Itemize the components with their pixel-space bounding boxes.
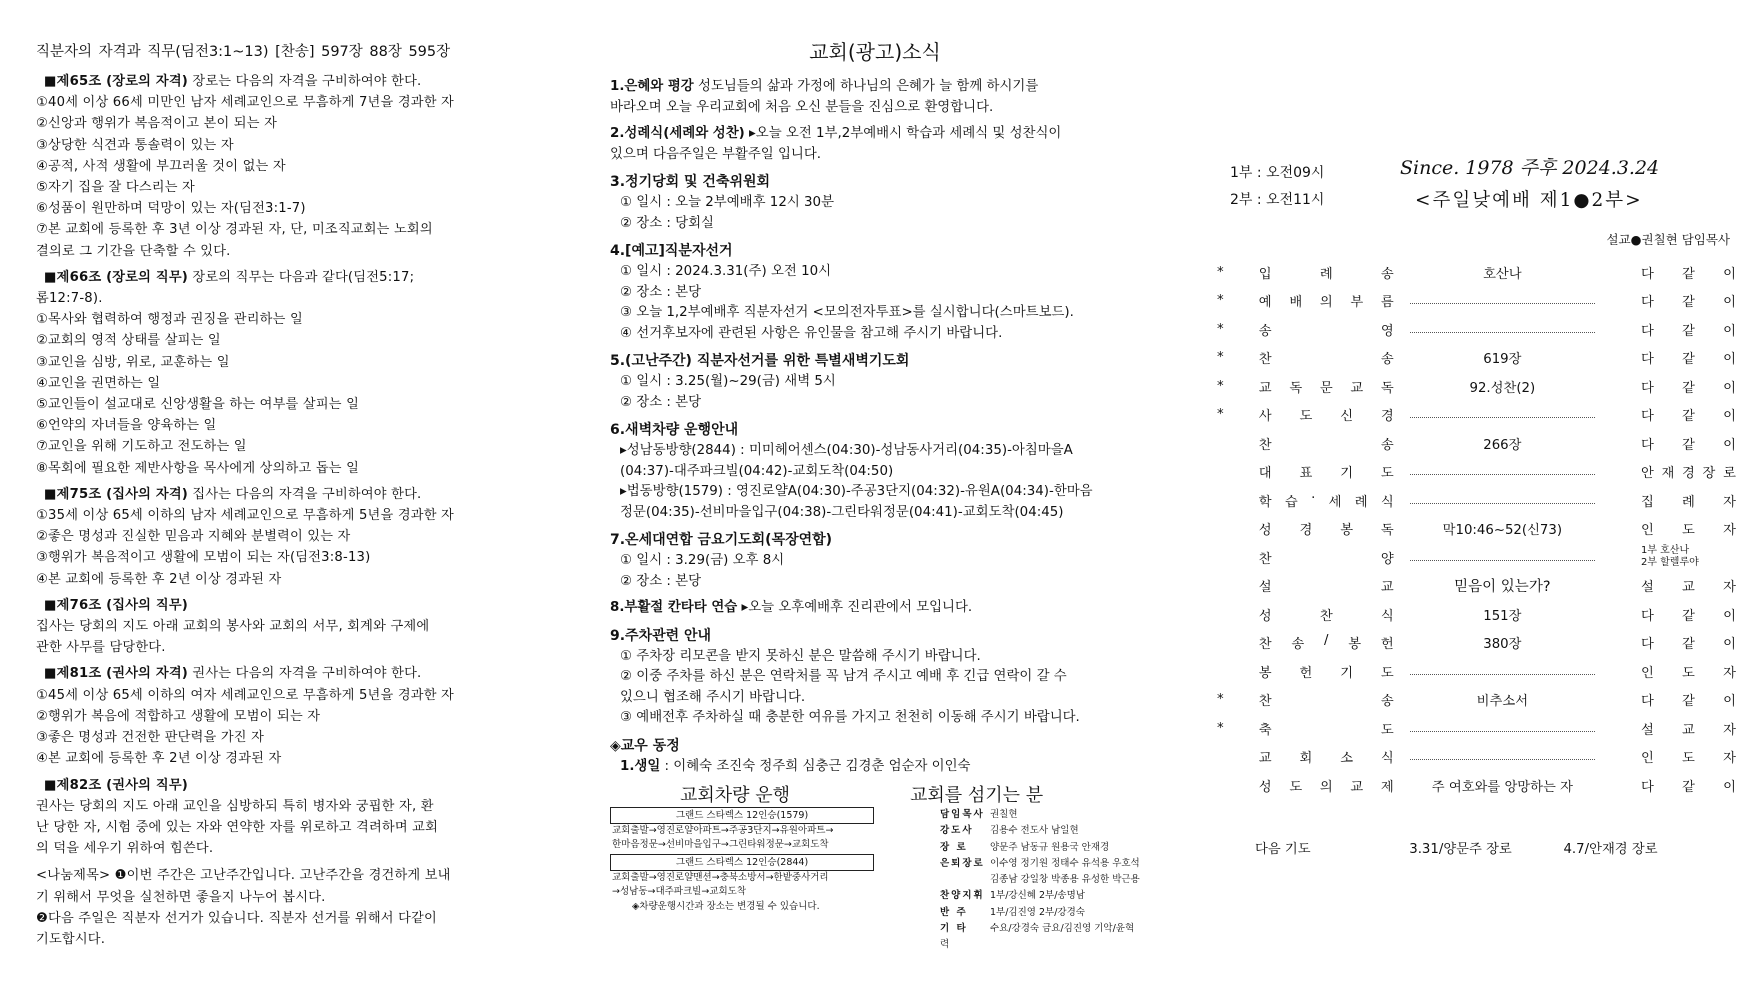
order-row — [1205, 287, 1740, 316]
order-row — [1205, 429, 1740, 458]
notice-line — [610, 393, 1140, 414]
article-section — [36, 267, 571, 479]
standing-mark: * — [1217, 720, 1224, 736]
order-row — [1205, 315, 1740, 344]
order-row — [1205, 258, 1740, 287]
standing-mark — [1205, 572, 1259, 601]
standing-mark: * — [1217, 378, 1224, 394]
notice-title: 3.정기당회 및 건축위원회 — [610, 174, 771, 190]
order-detail — [1394, 401, 1601, 430]
notice-line — [610, 193, 1140, 214]
order-row — [1205, 657, 1740, 686]
staff-row — [940, 856, 1140, 872]
article-line: ①45세 이상 65세 이하의 여자 세례교인으로 무흠하게 5년을 경과한 자 — [36, 687, 454, 703]
order-row — [1205, 344, 1740, 373]
notice-text: ② 이중 주차를 하신 분은 연락처를 꼭 남겨 주시고 예배 후 긴급 연락이 갈 수 — [620, 669, 1067, 684]
notice-text: 정문(04:35)-선비마을입구(04:38)-그린타워정문(04:41)-교회도착(04:45) — [620, 504, 1064, 520]
notice-text: ③ 예배전후 주차하실 때 충분한 여유를 가지고 천천히 이동해 주시기 바랍니다. — [620, 710, 1080, 725]
staff-row — [940, 872, 1140, 888]
order-detail-text: 266장 — [1483, 437, 1522, 453]
article-heading — [36, 775, 571, 796]
order-leader: 다 같 이 — [1640, 323, 1736, 339]
notice-title: 4.[예고]직분자선거 — [610, 243, 733, 259]
article-line: ②교회의 영적 상태를 살피는 일 — [36, 333, 221, 349]
notice-line — [610, 572, 1140, 593]
notice-line — [610, 647, 1140, 668]
order-detail — [1394, 657, 1601, 686]
sharing-line: <나눔제목> ❶이번 주간은 고난주간입니다. 고난주간을 경건하게 보내 — [36, 868, 451, 884]
order-leader: 다 같 이 — [1640, 637, 1736, 653]
notice-text: ▸오늘 오후예배후 진리관에서 모입니다. — [737, 600, 973, 615]
order-detail-text: 380장 — [1483, 637, 1522, 653]
staff-row — [940, 888, 1140, 904]
notice-text: ③ 오늘 1,2부예배후 직분자선거 <모의전자투표>를 실시합니다(스마트보드). — [620, 305, 1074, 320]
notice-text: 성도님들의 삶과 가정에 하나님의 은혜가 늘 함께 하시기를 — [693, 79, 1039, 94]
dotted-leader — [1410, 553, 1595, 561]
order-leader: 다 같 이 — [1640, 608, 1736, 624]
staff-row — [940, 840, 1140, 856]
dotted-leader — [1410, 296, 1595, 304]
bus2-route-1: 교회출발→영진로얄맨션→충북소방서→한밭중사거리 — [612, 872, 829, 883]
article-line: 결의로 그 기간을 단축할 수 있다. — [36, 243, 231, 259]
order-detail-text: 믿음이 있는가? — [1454, 579, 1551, 596]
service-times — [1230, 160, 1324, 214]
article-line: ①35세 이상 65세 이하의 남자 세례교인으로 무흠하게 5년을 경과한 자 — [36, 508, 454, 524]
bus1-route-2: 한마음정문→선비마을입구→그린타워정문→교회도착 — [612, 839, 829, 850]
bus2-route-2: →성남동→대주파크빌→교회도착 — [612, 886, 747, 897]
notice-text: ② 장소 : 본당 — [620, 573, 702, 589]
preacher: 설교●권칠현 담임목사 — [1606, 232, 1730, 247]
article-section — [36, 663, 571, 769]
notice-line — [610, 708, 1140, 729]
notice-title: 6.새벽차량 운행안내 — [610, 422, 739, 438]
since-date: Since. 1978 주후 2024.3.24 — [1400, 157, 1660, 179]
serve-title: 교회를 섬기는 분 — [910, 785, 1044, 806]
standing-mark: * — [1217, 293, 1224, 309]
order-row — [1205, 771, 1740, 800]
order-leader: 인 도 자 — [1640, 751, 1736, 767]
article-line: ④공적, 사적 생활에 부끄러울 것이 없는 자 — [36, 158, 286, 174]
article-line: ②좋은 명성과 진실한 믿음과 지혜와 분별력이 있는 자 — [36, 529, 351, 545]
order-name: 학 습 · 세 례 식 — [1258, 490, 1394, 510]
article-section — [36, 775, 571, 860]
notice-line — [610, 667, 1140, 688]
order-detail — [1394, 372, 1601, 401]
article-title: ■제81조 (권사의 자격) — [44, 666, 189, 682]
order-leader: 설 교 자 — [1640, 722, 1736, 738]
time-2: 2부 : 오전11시 — [1230, 192, 1325, 208]
article-line: ⑥언약의 자녀들을 양육하는 일 — [36, 418, 217, 434]
order-detail-text: 주 여호와를 앙망하는 자 — [1431, 779, 1573, 795]
dotted-leader — [1410, 752, 1595, 760]
order-leader: 다 같 이 — [1640, 779, 1736, 795]
article-title: ■제65조 (장로의 자격) — [44, 74, 189, 89]
order-name: 입 례 송 — [1258, 266, 1394, 282]
vehicle-title: 교회차량 운행 — [680, 785, 791, 806]
order-detail — [1394, 287, 1601, 316]
notice-line — [610, 503, 1140, 524]
standing-mark — [1205, 657, 1259, 686]
standing-mark — [1205, 429, 1259, 458]
staff-row — [940, 807, 1140, 823]
order-detail-text: 92.성찬(2) — [1469, 380, 1536, 396]
order-row — [1205, 372, 1740, 401]
staff-names: 수요/강경숙 금요/김진영 기악/윤혁력 — [940, 923, 1135, 951]
article-title: ■제76조 (집사의 직무) — [44, 597, 189, 613]
order-detail — [1394, 714, 1601, 743]
order-detail — [1394, 572, 1601, 601]
order-detail — [1394, 486, 1601, 515]
dotted-leader — [1410, 667, 1595, 675]
article-heading — [36, 595, 571, 616]
notice-text: ① 일시 : 3.29(금) 오후 8시 — [620, 553, 785, 568]
notice-text: ▸오늘 오전 1부,2부예배시 학습과 세례식 및 성찬식이 — [744, 126, 1062, 141]
order-leader: 인 도 자 — [1640, 523, 1736, 539]
order-row — [1205, 458, 1740, 487]
article-line: ⑥성품이 원만하며 덕망이 있는 자(딤전3:1-7) — [36, 201, 306, 217]
left-sections — [36, 71, 571, 859]
article-line: ③상당한 식견과 통솔력이 있는 자 — [36, 137, 234, 153]
order-row — [1205, 543, 1740, 572]
notice-line — [610, 441, 1140, 462]
article-line: 집사는 당회의 지도 아래 교회의 봉사와 교회의 서무, 회계와 구제에 — [36, 619, 430, 635]
order-name: 예 배 의 부 름 — [1258, 295, 1394, 311]
notice-line — [610, 757, 1140, 778]
order-name: 교 독 문 교 독 — [1258, 380, 1394, 396]
bus2-box: 그랜드 스타렉스 12인승(2844) — [610, 854, 874, 871]
standing-mark — [1205, 771, 1259, 800]
notice-text: ① 일시 : 2024.3.31(주) 오전 10시 — [620, 264, 832, 279]
article-line: 롬12:7-8). — [36, 291, 103, 307]
bus1-box: 그랜드 스타렉스 12인승(1579) — [610, 807, 874, 824]
next-label: 다음 기도 — [1255, 842, 1311, 857]
article-line: ④본 교회에 등록한 후 2년 이상 경과된 자 — [36, 751, 282, 767]
dotted-leader — [1410, 467, 1595, 475]
article-section — [36, 595, 571, 659]
notice-text: 있으며 다음주일은 부활주일 입니다. — [610, 146, 822, 162]
article-line: ①40세 이상 66세 미만인 남자 세례교인으로 무흠하게 7년을 경과한 자 — [36, 95, 454, 111]
order-row — [1205, 401, 1740, 430]
order-name: 찬 양 — [1258, 551, 1394, 567]
article-intro: 장로의 직무는 다음과 같다(딤전5:17; — [188, 269, 415, 285]
order-row — [1205, 600, 1740, 629]
notice-text: ① 일시 : 오늘 2부예배후 12시 30분 — [620, 195, 835, 210]
order-name: 봉 헌 기 도 — [1258, 665, 1394, 681]
order-detail — [1394, 429, 1601, 458]
notice-title: 9.주차관련 안내 — [610, 627, 712, 644]
article-intro: 장로는 다음의 자격을 구비하여야 한다. — [188, 74, 422, 89]
order-name: 축 도 — [1258, 722, 1394, 738]
order-leader: 다 같 이 — [1640, 437, 1736, 453]
notice-line — [610, 283, 1140, 304]
order-detail-text: 619장 — [1483, 352, 1522, 368]
order-detail — [1394, 543, 1601, 572]
order-detail — [1394, 743, 1601, 772]
staff-names: 김종남 강일창 박종용 유성한 박근용 — [990, 874, 1140, 886]
order-row — [1205, 743, 1740, 772]
article-line: ③교인을 심방, 위로, 교훈하는 일 — [36, 354, 230, 370]
order-row — [1205, 515, 1740, 544]
notice-title: 7.온세대연합 금요기도회(목장연합) — [610, 532, 833, 548]
order-name: 찬 송 — [1258, 694, 1394, 710]
article-line: ②신앙과 행위가 복음적이고 본이 되는 자 — [36, 116, 278, 132]
notices-title: 교회(광고)소식 — [809, 40, 941, 64]
dotted-leader — [1410, 410, 1595, 418]
order-name: 찬 송 — [1258, 437, 1394, 453]
order-leader: 인 도 자 — [1640, 665, 1736, 681]
order-leader: 다 같 이 — [1640, 409, 1736, 425]
article-title: ■제66조 (장로의 직무) — [44, 269, 189, 285]
article-heading — [36, 663, 571, 684]
order-leader: 설 교 자 — [1640, 580, 1736, 596]
notice-line — [610, 551, 1140, 572]
order-name: 찬 송 / 봉 헌 — [1258, 633, 1394, 653]
notice-line — [610, 598, 1140, 619]
notice-line — [610, 303, 1140, 324]
dotted-leader — [1410, 325, 1595, 333]
standing-mark — [1205, 458, 1259, 487]
notice-line — [610, 372, 1140, 393]
order-name: 송 영 — [1258, 323, 1394, 339]
order-leader: 다 같 이 — [1640, 380, 1736, 396]
order-detail-text: 비추소서 — [1476, 694, 1529, 710]
order-row — [1205, 686, 1740, 715]
sharing-line: ❷다음 주일은 직분자 선거가 있습니다. 직분자 선거를 위해서 다같이 — [36, 910, 437, 926]
notice-item — [610, 172, 1140, 234]
order-leader: 다 같 이 — [1640, 694, 1736, 710]
order-row — [1205, 486, 1740, 515]
standing-mark — [1205, 543, 1259, 572]
article-line: ③좋은 명성과 건전한 판단력을 가진 자 — [36, 730, 265, 746]
article-line: ⑦본 교회에 등록한 후 3년 이상 경과된 자, 단, 미조직교회는 노회의 — [36, 222, 433, 238]
order-row — [1205, 629, 1740, 658]
article-line: ⑤교인들이 설교대로 신앙생활을 하는 여부를 살피는 일 — [36, 397, 360, 413]
standing-mark: * — [1217, 692, 1224, 708]
article-title: ■제82조 (권사의 직무) — [44, 777, 189, 793]
staff-names: 1부/강신혜 2부/송명남 — [990, 890, 1085, 902]
order-name: 성 경 봉 독 — [1258, 523, 1394, 539]
sharing-topics — [36, 865, 571, 950]
dotted-leader — [1410, 724, 1595, 732]
article-heading — [36, 484, 571, 505]
notice-text: 바라오며 오늘 우리교회에 처음 오신 분들을 진심으로 환영합니다. — [610, 99, 994, 115]
order-row — [1205, 714, 1740, 743]
notice-text: (04:37)-대주파크빌(04:42)-교회도착(04:50) — [620, 463, 894, 479]
article-line: 난 당한 자, 시험 중에 있는 자와 연약한 자를 위로하고 격려하며 교회 — [36, 819, 439, 835]
staff-row — [940, 823, 1140, 839]
notice-text: 있으니 협조해 주시기 바랍니다. — [620, 689, 806, 705]
staff-names: 양문주 남동규 원용국 안재경 — [990, 841, 1110, 853]
order-detail — [1394, 258, 1601, 287]
notice-title: 5.(고난주간) 직분자선거를 위한 특별새벽기도회 — [610, 353, 910, 369]
article-line: ②행위가 복음에 적합하고 생활에 모범이 되는 자 — [36, 708, 321, 724]
article-line: ⑤자기 집을 잘 다스리는 자 — [36, 180, 195, 196]
order-name: 성 찬 식 — [1258, 608, 1394, 624]
order-detail — [1394, 344, 1601, 373]
order-detail — [1394, 600, 1601, 629]
order-leader: 집 례 자 — [1640, 494, 1736, 510]
order-leader: 1부 호산나 2부 할렐루야 — [1640, 545, 1699, 569]
order-name: 사 도 신 경 — [1258, 409, 1394, 425]
staff-role: 담임목사 — [940, 809, 985, 820]
notice-line — [610, 214, 1140, 235]
order-name: 찬 송 — [1258, 352, 1394, 368]
order-detail — [1394, 771, 1601, 800]
staff-names: 1부/김진영 2부/강경숙 — [990, 906, 1085, 918]
bottom-info — [610, 781, 1140, 951]
notice-line — [610, 324, 1140, 345]
notice-line — [610, 482, 1140, 503]
left-column — [36, 0, 571, 950]
notice-item — [610, 598, 1140, 619]
order-detail-text: 막10:46~52(신73) — [1442, 523, 1563, 539]
article-heading — [36, 267, 571, 288]
notice-bold: 1.은혜와 평강 — [610, 79, 694, 94]
article-line: ④교인을 권면하는 일 — [36, 375, 161, 391]
worship-order — [1205, 258, 1740, 800]
notice-text: ② 장소 : 본당 — [620, 394, 702, 410]
article-title: ■제75조 (집사의 자격) — [44, 486, 189, 502]
staff-role: 반 주 — [940, 906, 968, 918]
standing-mark — [1205, 600, 1259, 629]
sharing-line: 기 위해서 무엇을 실천하면 좋을지 나누어 봅시다. — [36, 889, 326, 905]
staff-role: 강도사 — [940, 825, 974, 837]
notice-item — [610, 351, 1140, 413]
notice-line — [610, 262, 1140, 283]
notice-line — [610, 462, 1140, 483]
order-name: 대 표 기 도 — [1258, 466, 1394, 482]
staff-names: 김용수 전도사 남일현 — [990, 825, 1079, 837]
notice-text: ② 장소 : 본당 — [620, 284, 702, 300]
notice-item — [610, 736, 1140, 778]
staff-names: 이수영 정기원 정태수 유석용 우호석 — [990, 857, 1140, 869]
standing-mark — [1205, 743, 1259, 772]
article-line: ⑦교인을 위해 기도하고 전도하는 일 — [36, 439, 247, 455]
article-line: 권사는 당회의 지도 아래 교인을 심방하되 특히 병자와 궁핍한 자, 환 — [36, 798, 434, 814]
notice-item — [610, 420, 1140, 523]
order-detail-text: 151장 — [1483, 608, 1522, 624]
staff-row — [940, 905, 1140, 921]
article-line: ⑧목회에 필요한 제반사항을 목사에게 상의하고 돕는 일 — [36, 460, 360, 476]
standing-mark — [1205, 486, 1259, 515]
standing-mark: * — [1217, 321, 1224, 337]
article-intro: 권사는 다음의 자격을 구비하여야 한다. — [188, 666, 422, 682]
notice-line — [610, 124, 1140, 145]
staff-role: 기 타 — [940, 923, 968, 935]
notice-item — [610, 530, 1140, 592]
notice-title: ◈교우 동정 — [610, 737, 680, 754]
order-detail-text: 호산나 — [1483, 266, 1522, 282]
notice-line — [610, 77, 1140, 98]
article-section — [36, 484, 571, 590]
order-detail — [1394, 458, 1601, 487]
article-line: 관한 사무를 담당한다. — [36, 640, 166, 656]
right-column — [1205, 0, 1740, 992]
order-detail — [1394, 686, 1601, 715]
next-2: 4.7/안재경 장로 — [1563, 842, 1658, 857]
notices-list — [610, 77, 1140, 777]
notice-text: ① 주차장 리모콘을 받지 못하신 분은 말씀해 주시기 바랍니다. — [620, 648, 981, 664]
next-1: 3.31/양문주 장로 — [1409, 842, 1512, 857]
order-leader: 다 같 이 — [1640, 352, 1736, 368]
notice-text: ① 일시 : 3.25(월)~29(금) 새벽 5시 — [620, 374, 836, 389]
staff-row — [940, 921, 1140, 954]
notice-item — [610, 124, 1140, 165]
notice-bold: 8.부활절 칸타타 연습 — [610, 600, 738, 615]
notice-item — [610, 241, 1140, 344]
standing-mark — [1205, 515, 1259, 544]
notice-text: ② 장소 : 당회실 — [620, 215, 714, 231]
notice-bold: 1.생일 — [620, 758, 661, 774]
service-title: <주일낮예배 제1●2부> — [1415, 190, 1643, 211]
order-row — [1205, 572, 1740, 601]
notice-text: ▸법동방향(1579) : 영진로얄A(04:30)-주공3단지(04:32)-유원A(04:34)-한마음 — [620, 484, 1093, 499]
notice-text: ④ 선거후보자에 관련된 사항은 유인물을 참고해 주시기 바랍니다. — [620, 325, 1003, 341]
notice-item — [610, 77, 1140, 118]
order-detail — [1394, 315, 1601, 344]
standing-mark — [1205, 629, 1259, 658]
time-1: 1부 : 오전09시 — [1230, 165, 1325, 181]
notice-bold: 2.성례식(세례와 성찬) — [610, 126, 745, 141]
article-line: ④본 교회에 등록한 후 2년 이상 경과된 자 — [36, 571, 282, 587]
article-intro: 집사는 다음의 자격을 구비하여야 한다. — [188, 486, 422, 502]
article-section — [36, 71, 571, 262]
sharing-line: 기도합시다. — [36, 931, 106, 947]
order-leader: 다 같 이 — [1640, 295, 1736, 311]
notice-text: : 이혜숙 조진숙 정주희 심충근 김경춘 엄순자 이인숙 — [660, 758, 971, 774]
staff-role: 찬양지휘 — [940, 890, 985, 902]
standing-mark: * — [1217, 264, 1224, 280]
staff-role: 장 로 — [940, 841, 968, 853]
order-name: 설 교 — [1258, 580, 1394, 596]
notice-text: ▸성남동방향(2844) : 미미헤어센스(04:30)-성남동사거리(04:35)-아침마을A — [620, 443, 1073, 458]
order-name: 성 도 의 교 제 — [1258, 779, 1394, 795]
order-detail — [1394, 515, 1601, 544]
notice-item — [610, 626, 1140, 729]
middle-column — [610, 0, 1140, 951]
order-name: 교 회 소 식 — [1258, 751, 1394, 767]
standing-mark: * — [1217, 350, 1224, 366]
order-leader: 다 같 이 — [1640, 266, 1736, 282]
staff-names: 권칠현 — [990, 809, 1018, 820]
staff-role: 은퇴장로 — [940, 857, 985, 869]
next-prayer — [1255, 838, 1658, 857]
notice-line — [610, 145, 1140, 166]
article-line: ①목사와 협력하여 행정과 권징을 관리하는 일 — [36, 312, 303, 328]
article-heading — [36, 71, 571, 92]
article-line: ③행위가 복음적이고 생활에 모범이 되는 자(딤전3:8-13) — [36, 550, 371, 566]
order-detail — [1394, 629, 1601, 658]
bus1-route-1: 교회출발→영진로얄아파트→주공3단지→유원아파트→ — [612, 825, 834, 836]
article-line: 의 덕을 세우기 위하여 힘쓴다. — [36, 841, 214, 857]
left-header: 직분자의 자격과 직무(딤전3:1~13) [찬송] 597장 88장 595장 — [36, 44, 451, 60]
notice-line — [610, 98, 1140, 119]
notice-line — [610, 688, 1140, 709]
order-leader: 안 재 경 장 로 — [1640, 466, 1736, 482]
dotted-leader — [1410, 496, 1595, 504]
bus-note: ◈차량운행시간과 장소는 변경될 수 있습니다. — [632, 901, 820, 912]
staff-list — [940, 807, 1140, 954]
standing-mark: * — [1217, 407, 1224, 423]
